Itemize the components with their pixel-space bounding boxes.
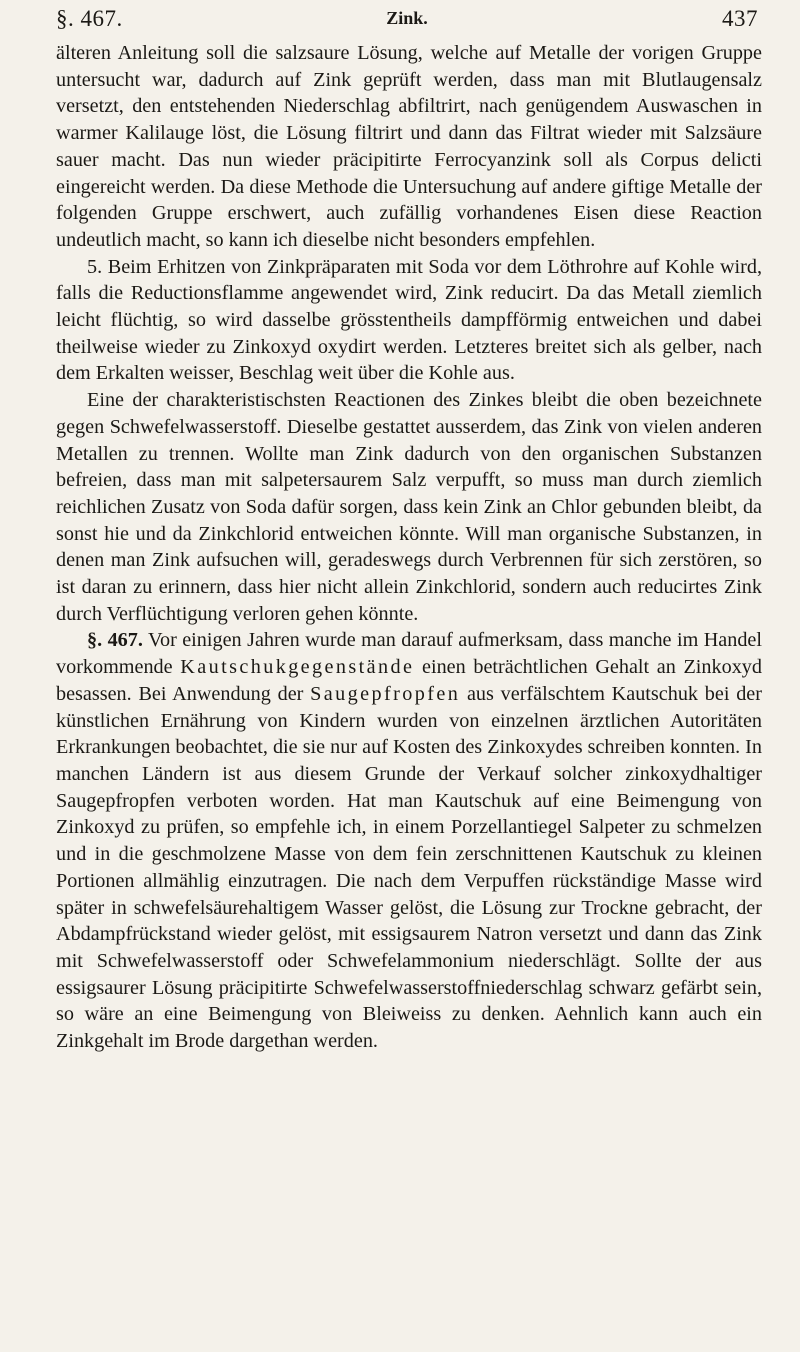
paragraph-text-segment: einen beträchtlichen Gehalt an Zinkoxyd besassen. Bei Anwendung der — [56, 656, 762, 705]
body-text — [56, 40, 762, 1055]
page-number: 437 — [722, 6, 758, 31]
running-header — [56, 6, 758, 36]
running-title: Zink. — [386, 8, 428, 28]
emphasis-term: Kautschukgegenstände — [180, 656, 415, 679]
paragraph-reactions: Eine der charakteristischsten Reactionen des Zinkes bleibt die oben bezeichnete gegen Schwefelwasserstoff. Dieselbe gestattet ausserdem, das Zink von vielen anderen Metallen zu trennen. Wollte man Zink dadurch von den organischen Substanzen befreien, dass man mit salpetersaurem Salz verpufft, so muss man durch ziemlich reichlichen Zusatz von Soda dafür sorgen, dass kein Zink an Chlor gebunden bleibt, da sonst hie und da Zinkchlorid entweichen könnte. Will man organische Substanzen, in denen man Zink aufsuchen will, geradeswegs durch Verbrennen für sich zerstören, so ist daran zu erinnern, dass hier nicht allein Zinkchlorid, sondern auch reducirtes Zink durch Verflüchtigung verloren gehen könnte. — [56, 389, 762, 625]
paragraph-continuation: älteren Anleitung soll die salzsaure Lösung, welche auf Metalle der vorigen Gruppe untersucht war, dadurch auf Zink geprüft werden, dass man mit Blutlaugensalz versetzt, den entstehenden Niederschlag abfiltrirt, nach genügendem Auswaschen in warmer Kalilauge löst, die Lösung filtrirt und dann das Filtrat wieder mit Salzsäure sauer macht. Das nun wieder präcipitirte Ferrocyanzink soll als Corpus delicti eingereicht werden. Da diese Methode die Untersuchung auf andere giftige Metalle der folgenden Gruppe erschwert, auch zufällig vorhandenes Eisen diese Reaction undeutlich macht, so kann ich dieselbe nicht besonders empfehlen. — [56, 42, 762, 251]
paragraph-blowpipe: 5. Beim Erhitzen von Zinkpräparaten mit Soda vor dem Löthrohre auf Kohle wird, falls die Reductionsflamme angewendet wird, Zink reducirt. Da das Metall ziemlich leicht flüchtig, so wird dasselbe grösstentheils dampfförmig entweichen und dabei theilweise wieder zu Zinkoxyd oxydirt werden. Letzteres breitet sich als gelber, nach dem Erkalten weisser, Beschlag weit über die Kohle aus. — [56, 255, 762, 385]
paragraph-text-segment: aus verfälschtem Kautschuk bei der künstlichen Ernährung von Kindern wurden von einzelnen ärztlichen Autoritäten Erkrankungen beobachtet, die sie nur auf Kosten des Zinkoxydes schreiben konnten. In manchen Ländern ist aus diesem Grunde der Verkauf solcher zinkoxydhaltiger Saugepfropfen verboten worden. Hat man Kautschuk auf eine Beimengung von Zinkoxyd zu prüfen, so empfehle ich, in einem Porzellantiegel Salpeter zu schmelzen und in die geschmolzene Masse von dem fein zerschnittenen Kautschuk zu kleinen Portionen allmählig einzutragen. Die nach dem Verpuffen rückständige Masse wird später in schwefelsäurehaltigem Wasser gelöst, die Lösung zur Trockne gebracht, der Abdampfrückstand wieder gelöst, mit essigsaurem Natron versetzt und dann das Zink mit Schwefelwasserstoff oder Schwefelammonium niederschlägt. Sollte der aus essigsaurer Lösung präcipitirte Schwefelwasserstoffniederschlag schwarz gefärbt sein, so wäre an eine Beimengung von Bleiweiss zu denken. Aehnlich kann auch ein Zinkgehalt im Brode dargethan werden. — [56, 682, 762, 1053]
section-number: §. 467. — [56, 6, 123, 31]
paragraph-text-segment: Vor einigen Jahren wurde man darauf aufmerksam, dass manche im Handel vorkommende — [56, 629, 763, 679]
paragraph-section-467 — [56, 627, 762, 1054]
emphasis-term: Saugepfropfen — [310, 682, 461, 705]
section-mark: §. 467. — [87, 629, 143, 652]
